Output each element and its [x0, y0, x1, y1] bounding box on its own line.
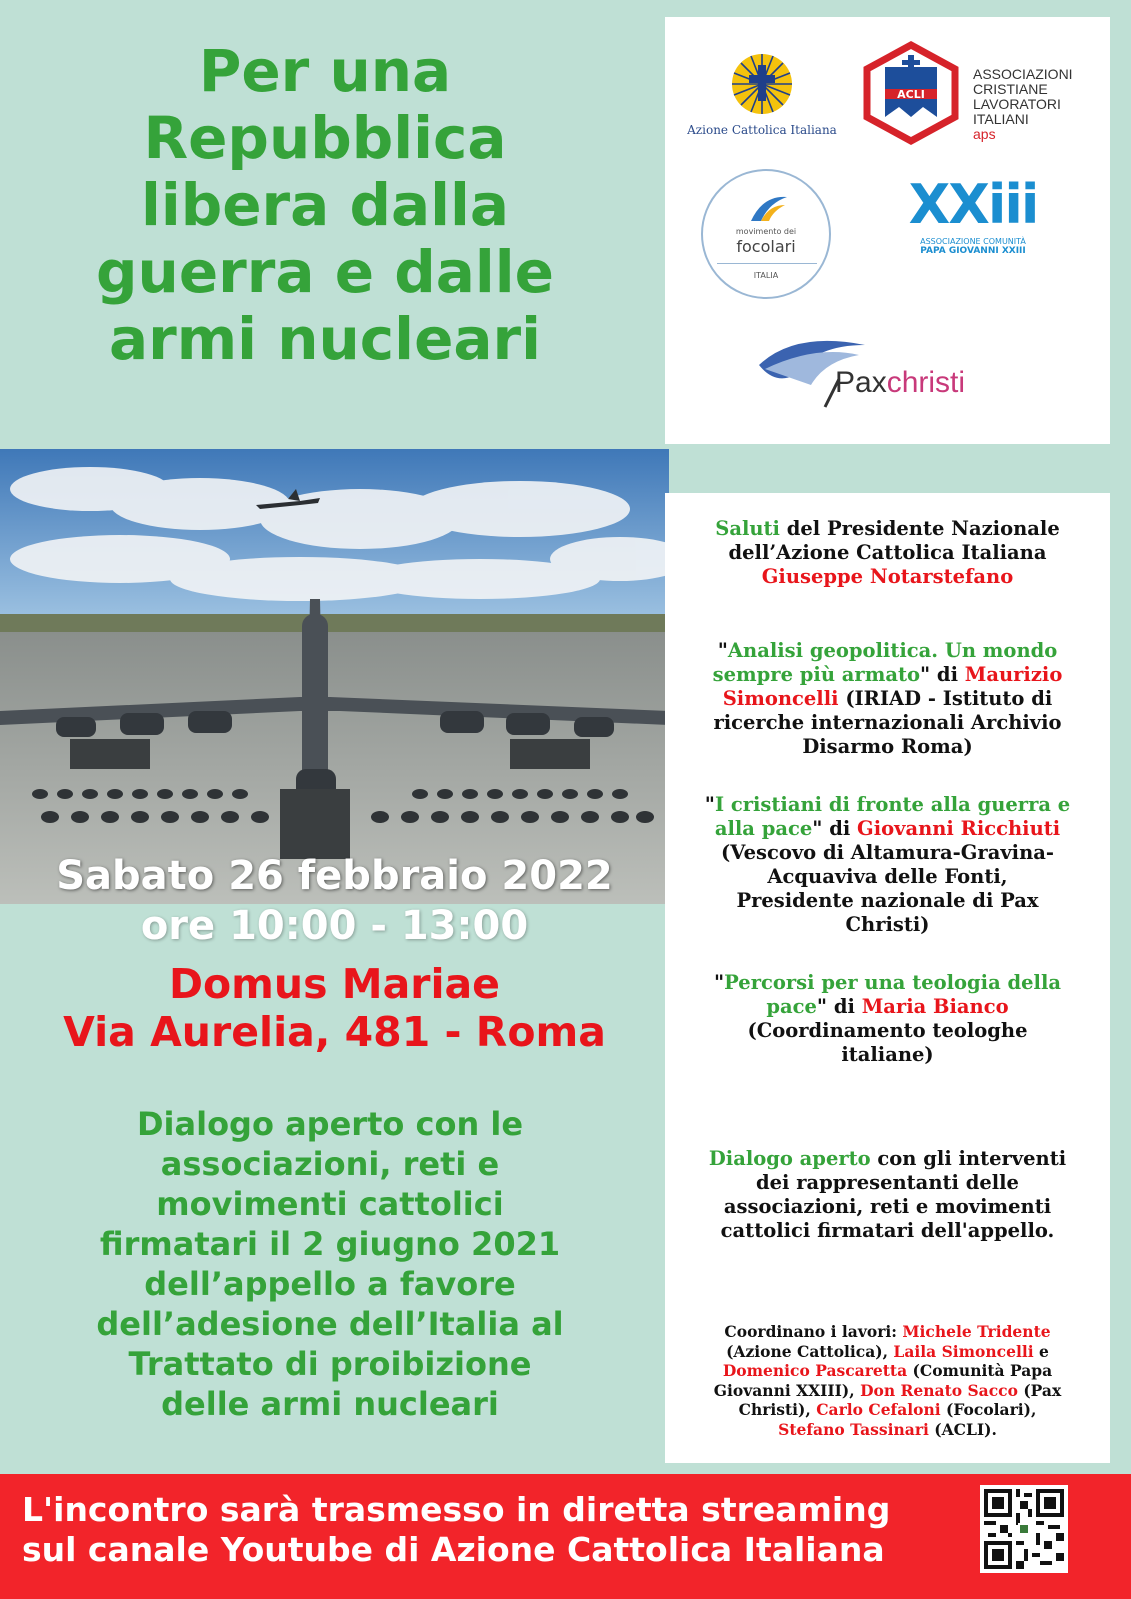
venue-address: Via Aurelia, 481 - Roma: [63, 1008, 606, 1056]
logos-panel: [665, 17, 1110, 444]
event-time: ore 10:00 - 13:00: [140, 903, 529, 949]
coord-text: (Focolari),: [940, 1400, 1037, 1419]
talk3-di: " di: [816, 995, 862, 1018]
acli-badge: [861, 41, 961, 145]
qr-code[interactable]: [980, 1485, 1068, 1573]
title-line: Per una: [198, 37, 452, 105]
talk2-line1: [665, 793, 1110, 817]
title-line: Repubblica: [143, 104, 507, 172]
coord-line5: [665, 1400, 1110, 1420]
coord-name: Stefano Tassinari: [778, 1419, 929, 1439]
quote: ": [704, 793, 715, 816]
dialogo2-line3: associazioni, reti e movimenti: [723, 1195, 1052, 1218]
dialogo-line: dell’adesione dell’Italia al: [96, 1305, 564, 1343]
talk2-speaker: Giovanni Ricchiuti: [857, 817, 1061, 840]
coord-name: Laila Simoncelli: [893, 1341, 1034, 1361]
talk2-line6: Christi): [845, 913, 930, 936]
program-talk3: [665, 971, 1110, 1067]
talk3-title-a: Percorsi per una teologia della: [724, 971, 1061, 994]
azione-cattolica-logo: [687, 51, 837, 137]
page-title: [20, 38, 630, 373]
b52-bomber-photo: [0, 449, 669, 904]
dialogo2-label: Dialogo aperto: [708, 1147, 871, 1170]
talk1-title-b: sempre più armato: [712, 663, 920, 686]
talk1-line5: Disarmo Roma): [802, 735, 973, 758]
quote: ": [714, 971, 725, 994]
talk1-title-a: Analisi geopolitica. Un mondo: [727, 639, 1058, 662]
xxiii-mark: XXiii: [908, 173, 1038, 236]
talk1-speaker-a: Maurizio: [964, 663, 1063, 686]
talk1-affiliation: (IRIAD - Istituto di: [838, 687, 1053, 710]
focolari-name: focolari: [736, 237, 796, 256]
saluti-line1: [665, 517, 1110, 541]
coord-name: Don Renato Sacco: [860, 1380, 1018, 1400]
coord-line1: [665, 1322, 1110, 1342]
saluti-speaker: Giuseppe Notarstefano: [761, 565, 1014, 588]
dialogo-line: movimenti cattolici: [156, 1185, 504, 1223]
dialogo2-line4: cattolici firmatari dell'appello.: [720, 1219, 1055, 1242]
coord-text: (Comunità Papa: [907, 1361, 1053, 1380]
dialogo-description: [30, 1104, 630, 1424]
footer-streaming-notice: [22, 1490, 890, 1570]
xxiii-line1: ASSOCIAZIONE COMUNITÀ: [920, 237, 1026, 246]
acli-name-line: ITALIANI: [973, 111, 1029, 127]
coord-text: Christi),: [738, 1400, 817, 1419]
dialogo-line: Trattato di proibizione: [128, 1345, 532, 1383]
venue-name: Domus Mariae: [168, 960, 500, 1008]
qr-code-icon: [980, 1485, 1068, 1573]
coord-line4: [665, 1381, 1110, 1401]
dialogo2-line2: dei rappresentanti delle: [756, 1171, 1019, 1194]
coord-line3: [665, 1361, 1110, 1381]
saluti-line2: dell’Azione Cattolica Italiana: [728, 541, 1047, 564]
focolari-flame-icon: [743, 191, 793, 225]
quote: ": [717, 639, 728, 662]
dialogo-line: Dialogo aperto con le: [136, 1105, 524, 1143]
talk2-line5: Presidente nazionale di Pax: [736, 889, 1039, 912]
coord-text: (Pax: [1017, 1380, 1062, 1400]
xxiii-line2: PAPA GIOVANNI XXIII: [920, 246, 1026, 256]
talk3-title-b: pace: [766, 995, 817, 1018]
pax-text: Pax: [835, 366, 887, 399]
talk2-line4: Acquaviva delle Fonti,: [767, 865, 1008, 888]
coord-text: (Azione Cattolica),: [726, 1341, 894, 1361]
acli-name-line: LAVORATORI: [973, 96, 1061, 112]
saluti-label: Saluti: [715, 517, 780, 540]
talk3-line1: [665, 971, 1110, 995]
program-talk2: [665, 793, 1110, 937]
acli-name-line: CRISTIANE: [973, 81, 1048, 97]
acli-logo: [861, 41, 1101, 151]
christi-text: christi: [886, 366, 966, 399]
dialogo2-line1: [665, 1147, 1110, 1171]
program-dialogo: [665, 1147, 1110, 1243]
footer-line1: L'incontro sarà trasmesso in diretta streaming: [22, 1490, 891, 1529]
talk2-line3: (Vescovo di Altamura-Gravina-: [721, 841, 1054, 864]
event-date: Sabato 26 febbraio 2022: [56, 853, 613, 899]
talk1-line4: ricerche internazionali Archivio: [713, 711, 1062, 734]
talk3-speaker: Maria Bianco: [861, 995, 1009, 1018]
talk3-line3: (Coordinamento teologhe: [747, 1019, 1028, 1042]
coord-name: Domenico Pascaretta: [722, 1361, 908, 1380]
focolari-country: ITALIA: [753, 271, 779, 280]
talk2-title-a: I cristiani di fronte alla guerra e: [714, 793, 1071, 816]
focolari-divider: [717, 263, 817, 264]
coord-line6: [665, 1420, 1110, 1440]
coord-text: e: [1033, 1341, 1049, 1361]
coord-name: Michele Tridente: [902, 1322, 1051, 1341]
program-saluti: [665, 517, 1110, 589]
dialogo-line: dell’appello a favore: [144, 1265, 516, 1303]
acli-name-line: ASSOCIAZIONI: [973, 66, 1073, 82]
title-line: guerra e dalle: [96, 238, 554, 306]
acli-name: [973, 67, 1073, 142]
pax-christi-logo: [755, 335, 1015, 415]
coord-name: Carlo Cefaloni: [816, 1400, 941, 1419]
acli-badge-text: ACLI: [897, 88, 925, 101]
focolari-small-text: movimento dei: [735, 227, 797, 236]
azione-cattolica-name: Azione Cattolica Italiana: [687, 123, 837, 137]
dialogo-line: associazioni, reti e: [160, 1145, 500, 1183]
coord-text: (ACLI).: [928, 1419, 997, 1439]
talk2-di: " di: [812, 817, 858, 840]
title-line: libera dalla: [140, 171, 510, 239]
title-line: armi nucleari: [108, 305, 542, 373]
focolari-logo: [701, 169, 831, 299]
talk1-line2: [665, 663, 1110, 687]
talk1-speaker-b: Simoncelli: [722, 687, 839, 710]
event-venue: [0, 960, 669, 1056]
dialogo2-text: con gli interventi: [870, 1147, 1067, 1170]
coord-line2: [665, 1342, 1110, 1362]
talk1-line3: [665, 687, 1110, 711]
dialogo-line: delle armi nucleari: [161, 1385, 499, 1423]
talk3-line4: italiane): [841, 1043, 934, 1066]
comunita-papa-giovanni-logo: [903, 173, 1043, 287]
talk3-line2: [665, 995, 1110, 1019]
footer-line2: sul canale Youtube di Azione Cattolica Italiana: [22, 1530, 885, 1569]
talk2-title-b: alla pace: [714, 817, 813, 840]
pax-christi-wordmark: [835, 365, 965, 401]
bomber-aircraft-image: [0, 449, 669, 904]
talk2-line2: [665, 817, 1110, 841]
azione-cattolica-emblem-icon: [727, 51, 797, 117]
saluti-text: del Presidente Nazionale: [779, 517, 1060, 540]
coord-text: Coordinano i lavori:: [724, 1322, 903, 1341]
coord-text: Giovanni XXIII),: [713, 1380, 861, 1400]
program-talk1: [665, 639, 1110, 759]
acli-aps: aps: [973, 126, 996, 142]
talk1-line1: [665, 639, 1110, 663]
dialogo-line: firmatari il 2 giugno 2021: [99, 1225, 561, 1263]
talk1-di: " di: [919, 663, 965, 686]
program-coordinators: [665, 1322, 1110, 1439]
